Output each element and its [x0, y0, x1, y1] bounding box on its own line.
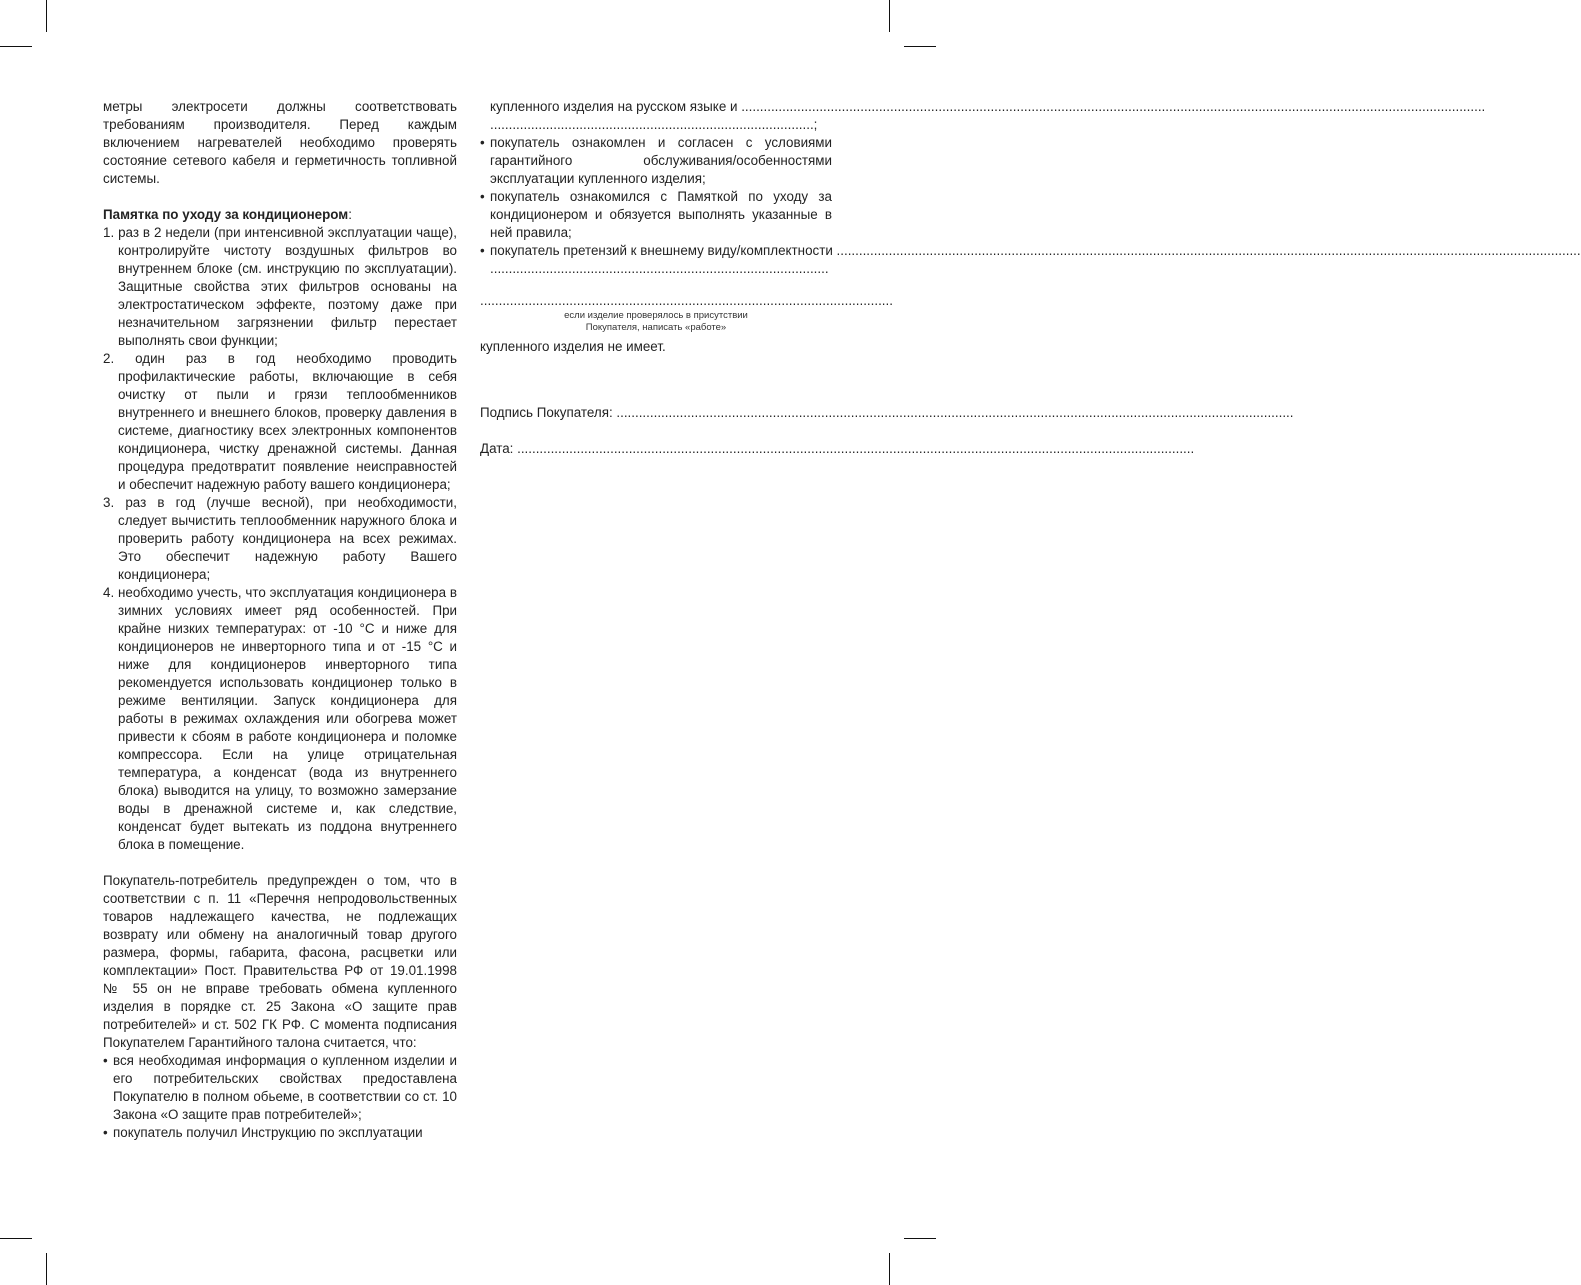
claims-caption-line-1: если изделие проверялось в присутствии — [564, 310, 748, 321]
bullet-icon: • — [480, 189, 485, 204]
crop-mark-top-right-h — [904, 46, 936, 47]
condition-text: покупатель ознакомился с Памяткой по уходу за кондиционером и обязуется выполнять указанные в ней правила; — [490, 189, 832, 240]
bullet-icon: • — [103, 1053, 108, 1068]
left-column — [103, 98, 457, 1142]
date-label: Дата: — [480, 441, 514, 456]
instruction-continuation — [480, 98, 832, 134]
condition-item — [103, 1052, 457, 1124]
left-conditions-list — [103, 1052, 457, 1142]
continuation-dots-line: .......................................................................................; — [490, 117, 818, 132]
condition-item — [480, 188, 832, 242]
date-field[interactable] — [480, 440, 832, 458]
no-claims-text: купленного изделия не имеет. — [480, 339, 666, 354]
memo-title: Памятка по уходу за кондиционером — [103, 207, 349, 222]
crop-mark-top-left-v — [46, 0, 47, 32]
care-step-4: 4. необходимо учесть, что эксплуатация кондиционера в зимних условиях имеет ряд особенностей. При крайне низких температурах: от -10 °С и ниже для кондиционеров не инверторного типа и от -15 °С и ниже для кондиционеров инверторного типа рекомендуется использовать кондиционер только в режиме вентиляции. Запуск кондиционера для работы в режимах охлаждения или обогрева может привести к сбоям в работе кондиционера и поломке компрессора. Если на улице отрицательная температура, а конденсат (вода из внутреннего блока) выводится на улицу, то возможно замерзание воды в дренажной системе и, как следствие, конденсат будет вытекать из поддона внутреннего блока в помещение. — [103, 585, 457, 852]
crop-mark-top-right-v — [889, 0, 890, 32]
continuation-text: купленного изделия на русском языке и — [490, 99, 738, 114]
condition-item — [103, 1124, 457, 1142]
right-conditions-list — [480, 134, 832, 260]
condition-text: покупатель ознакомлен и согласен с условиями гарантийного обслуживания/особенностями эксплуатации купленного изделия; — [490, 135, 832, 186]
crop-mark-bottom-left-h — [0, 1238, 32, 1239]
crop-mark-top-left-h — [0, 46, 32, 47]
bullet-icon: • — [103, 1125, 108, 1140]
consumer-notice-paragraph: Покупатель-потребитель предупрежден о том, что в соответствии с п. 11 «Перечня непродовольственных товаров надлежащего качества, не подлежащих возврату или обмену на аналогичный товар другого размера, формы, габарита, фасона, расцветки или комплектации» Пост. Правительства РФ от 19.01.1998 № 55 он не вправе требовать обмена купленного изделия в порядке ст. 25 Закона «О защите прав потребителей» и ст. 502 ГК РФ. С момента подписания Покупателем Гарантийного талона считается, что: — [103, 873, 457, 1050]
signature-field[interactable] — [480, 404, 832, 422]
condition-text: покупатель претензий к внешнему виду/комплектности ..... — [490, 243, 1581, 258]
claims-fill-line[interactable]: ............................................................................................................... — [480, 293, 893, 308]
crop-mark-bottom-left-v — [46, 1253, 47, 1285]
condition-item — [480, 242, 832, 260]
care-steps-list — [103, 224, 457, 854]
bullet-icon: • — [480, 243, 485, 258]
care-step-3: 3. раз в год (лучше весной), при необходимости, следует вычистить теплообменник наружного блока и проверить работу кондиционера на всех режимах. Это обеспечит надежную работу Вашего кондиционера; — [103, 495, 457, 582]
condition-text: покупатель получил Инструкцию по эксплуатации — [113, 1125, 423, 1140]
care-step-1: 1. раз в 2 недели (при интенсивной эксплуатации чаще), контролируйте чистоту воздушных фильтров во внутреннем блоке (см. инструкцию по эксплуатации). Защитные свойства этих фильтров основаны на электростатическом эффекте, поэтому даже при незначительном загрязнении фильтр перестает выполнять свои функции; — [103, 225, 457, 348]
bullet-icon: • — [480, 135, 485, 150]
heater-check-paragraph: метры электросети должны соответствовать требованиям производителя. Перед каждым включением нагревателей необходимо проверять состояние сетевого кабеля и герметичность топливной системы. — [103, 99, 457, 186]
memo-heading — [103, 206, 457, 224]
continuation-line — [490, 98, 832, 116]
completeness-dots-continuation: ........................................................................................... — [490, 261, 829, 276]
memo-title-colon: : — [348, 207, 352, 222]
crop-mark-bottom-right-v — [889, 1253, 890, 1285]
continuation-end: ; — [813, 117, 818, 132]
claims-caption-line-2: Покупателя, написать «работе» — [585, 322, 727, 333]
crop-mark-bottom-right-h — [904, 1238, 936, 1239]
condition-item — [480, 134, 832, 188]
signature-label: Подпись Покупателя: — [480, 405, 613, 420]
right-column — [480, 98, 893, 458]
condition-text: вся необходимая информация о купленном изделии и его потребительских свойствах предоставлена Покупателю в полном обьеме, в соответствии со ст. 10 Закона «О защите прав потребителей»; — [113, 1053, 457, 1122]
care-step-2: 2. один раз в год необходимо проводить профилактические работы, включающие в себя очистку от пыли и грязи теплообменников внутреннего и внешнего блоков, проверку давления в системе, диагностику всех электронных компонентов кондиционера, чистку дренажной системы. Данная процедура предотвратит появление неисправностей и обеспечит надежную работу вашего кондиционера; — [103, 351, 457, 492]
